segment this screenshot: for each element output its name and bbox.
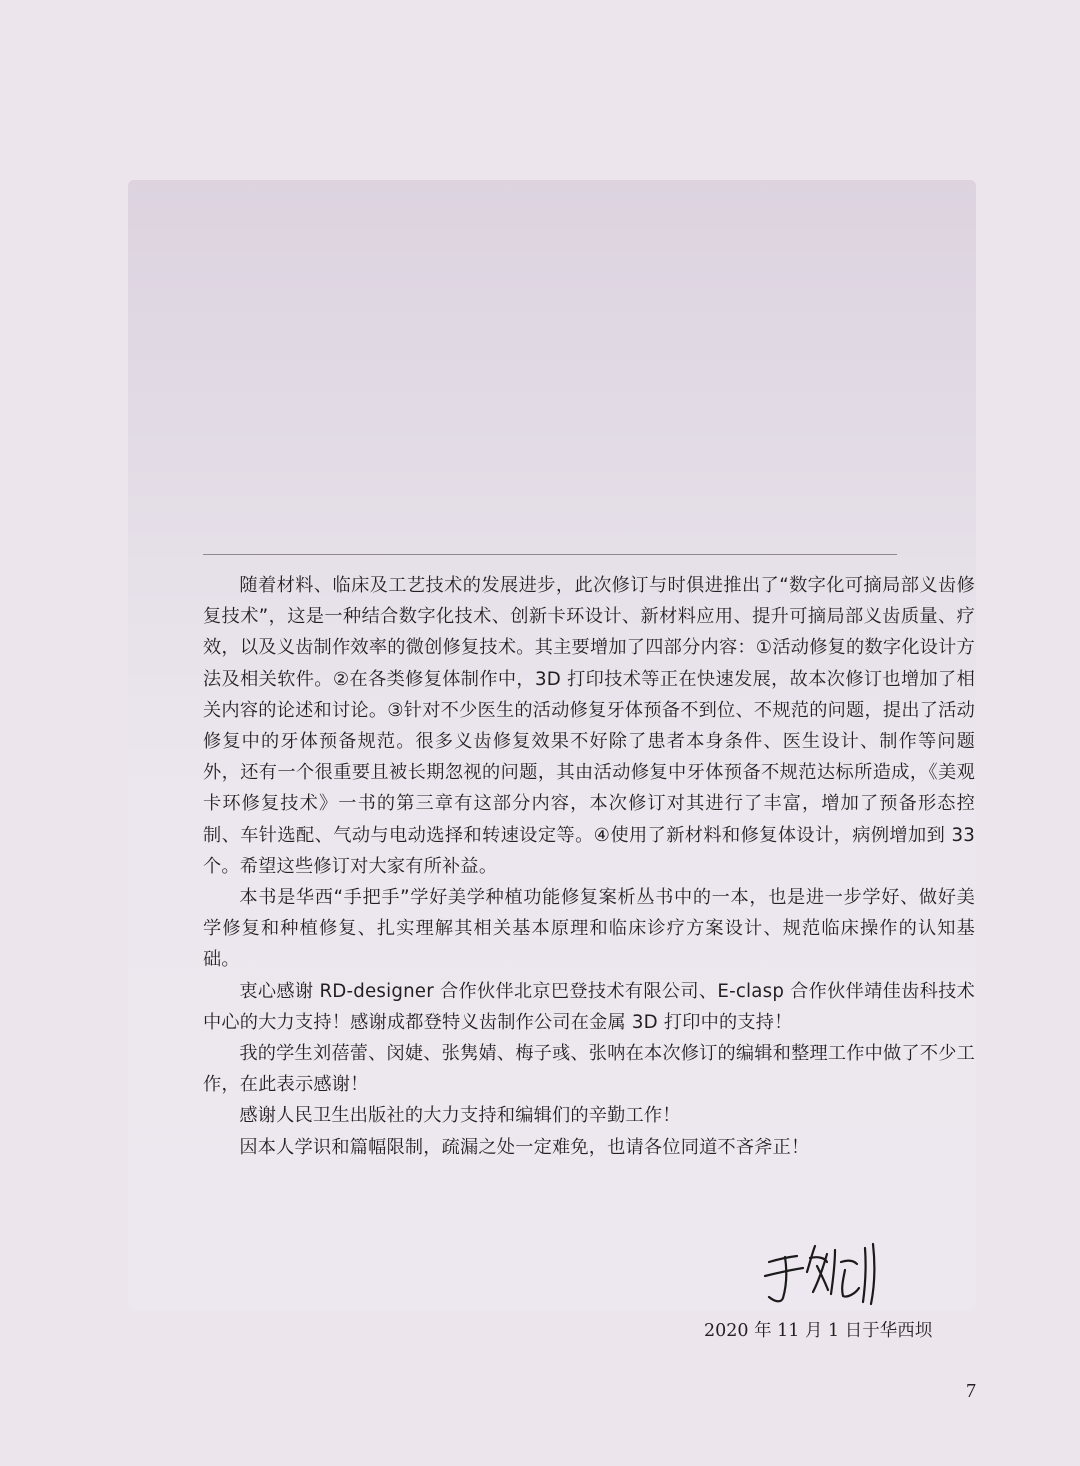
page-number: 7 [966,1380,976,1402]
paragraph-publisher-thanks: 感谢人民卫生出版社的大力支持和编辑们的辛勤工作！ [239,1105,681,1127]
paragraph-revision-summary: 随着材料、临床及工艺技术的发展进步，此次修订与时俱进推出了“数字化可摘局部义齿修复技术”，这是一种结合数字化技术、创新卡环设计、新材料应用、提升可摘局部义齿质量、疗效，以及义齿制作效率的微创修复技术。其主要增加了四部分内容：①活动修复的数字化设计方法及相关软件。②在各类修复体制作中，3D 打印技术等正在快速发展，故本次修订也增加了相关内容的论述和讨论。③针对不少医生的活动修复牙体预备不到位、不规范的问题，提出了活动修复中的牙体预备规范。很多义齿修复效果不好除了患者本身条件、医生设计、制作等问题外，还有一个很重要且被长期忽视的问题，其由活动修复中牙体预备不规范达标所造成，《美观卡环修复技术》一书的第三章有这部分内容，本次修订对其进行了丰富，增加了预备形态控制、车针选配、气动与电动选择和转速设定等。④使用了新材料和修复体设计，病例增加到 33 个。希望这些修订对大家有所补益。 [203,575,975,877]
date-line: 2020 年 11 月 1 日于华西坝 [704,1321,933,1341]
paragraph-book-series: 本书是华西“手把手”学好美学种植功能修复案析丛书中的一本，也是进一步学好、做好美学修复和种植修复、扎实理解其相关基本原理和临床诊疗方案设计、规范临床操作的认知基础。 [203,887,975,971]
horizontal-rule [203,554,897,555]
paragraph-student-thanks: 我的学生刘蓓蕾、闵婕、张隽婧、梅子彧、张呐在本次修订的编辑和整理工作中做了不少工作，在此表示感谢！ [203,1043,975,1096]
preface-body [203,570,975,1163]
paragraph-partner-thanks: 衷心感谢 RD-designer 合作伙伴北京巴登技术有限公司、E-clasp 合作伙伴靖佳齿科技术中心的大力支持！感谢成都登特义齿制作公司在金属 3D 打印中的支持！ [203,980,975,1033]
author-signature [755,1240,887,1308]
paragraph-closing: 因本人学识和篇幅限制，疏漏之处一定难免，也请各位同道不吝斧正！ [239,1136,810,1158]
